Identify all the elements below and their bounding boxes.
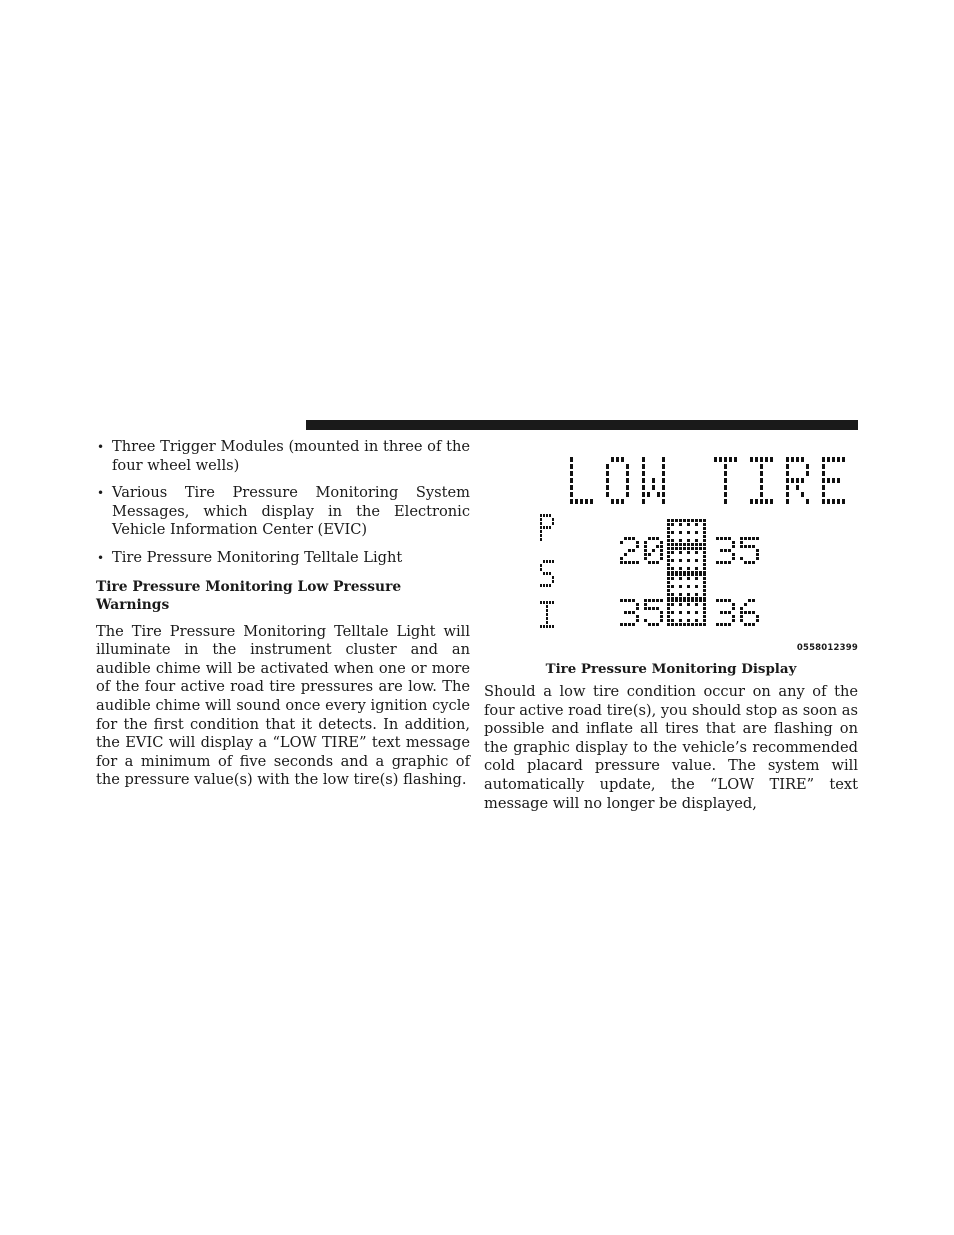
- section-heading: Tire Pressure Monitoring Low Pressure Warnings: [96, 578, 402, 613]
- bullet-icon: •: [97, 440, 105, 454]
- figure-caption: Tire Pressure Monitoring Display: [545, 661, 797, 677]
- list-item-text: Various Tire Pressure Monitoring System Messages, which display in the Electronic Vehicle Information Center (EVIC): [112, 484, 470, 539]
- header-rule: [306, 420, 858, 430]
- warning-paragraph: The Tire Pressure Monitoring Telltale Light will illuminate in the instrument cluster and an audible chime will be activated when one or more of the four active road tire pressures are low. The audible chime will sound once every ignition cycle for the first condition that it detects. In addition, the EVIC will display a “LOW TIRE” text message for a minimum of five seconds and a graphic of the pressure value(s) with the low tire(s) flashing.: [96, 622, 470, 789]
- bullet-icon: •: [97, 486, 105, 501]
- list-item: [96, 484, 470, 540]
- instruction-paragraph: Should a low tire condition occur on any of the four active road tire(s), you should stop as soon as possible and inflate all tires that are flashing on the graphic display to the vehicle’s recommended cold placard pressure value. The system will automatically update, the “LOW TIRE” text message will no longer be displayed,: [484, 683, 858, 812]
- bullet-icon: •: [97, 550, 105, 565]
- list-item-text: Tire Pressure Monitoring Telltale Light: [112, 548, 403, 566]
- tire-front-right-icon: [667, 547, 706, 574]
- pressure-front-left: [620, 537, 663, 564]
- left-column: [96, 438, 470, 790]
- tire-pressure-display-figure: [484, 447, 858, 655]
- list-item: [96, 438, 470, 475]
- low-tire-message: [570, 457, 845, 504]
- side-label-2: [540, 601, 554, 628]
- side-label-0: [540, 514, 554, 541]
- pressure-rear-right: [716, 599, 759, 626]
- side-label-1: [540, 560, 554, 587]
- tire-front-left-icon: [667, 519, 706, 546]
- component-list: [96, 438, 470, 568]
- list-item: [96, 549, 470, 568]
- pressure-rear-left: [620, 599, 663, 626]
- pressure-front-right: [716, 537, 759, 564]
- list-item-text: Three Trigger Modules (mounted in three of the four wheel wells): [112, 438, 470, 474]
- figure-id: 0558012399: [796, 643, 858, 653]
- tire-rear-right-icon: [667, 599, 706, 626]
- dot-matrix-display: [484, 447, 858, 647]
- right-column: [484, 447, 858, 813]
- tire-rear-left-icon: [667, 573, 706, 600]
